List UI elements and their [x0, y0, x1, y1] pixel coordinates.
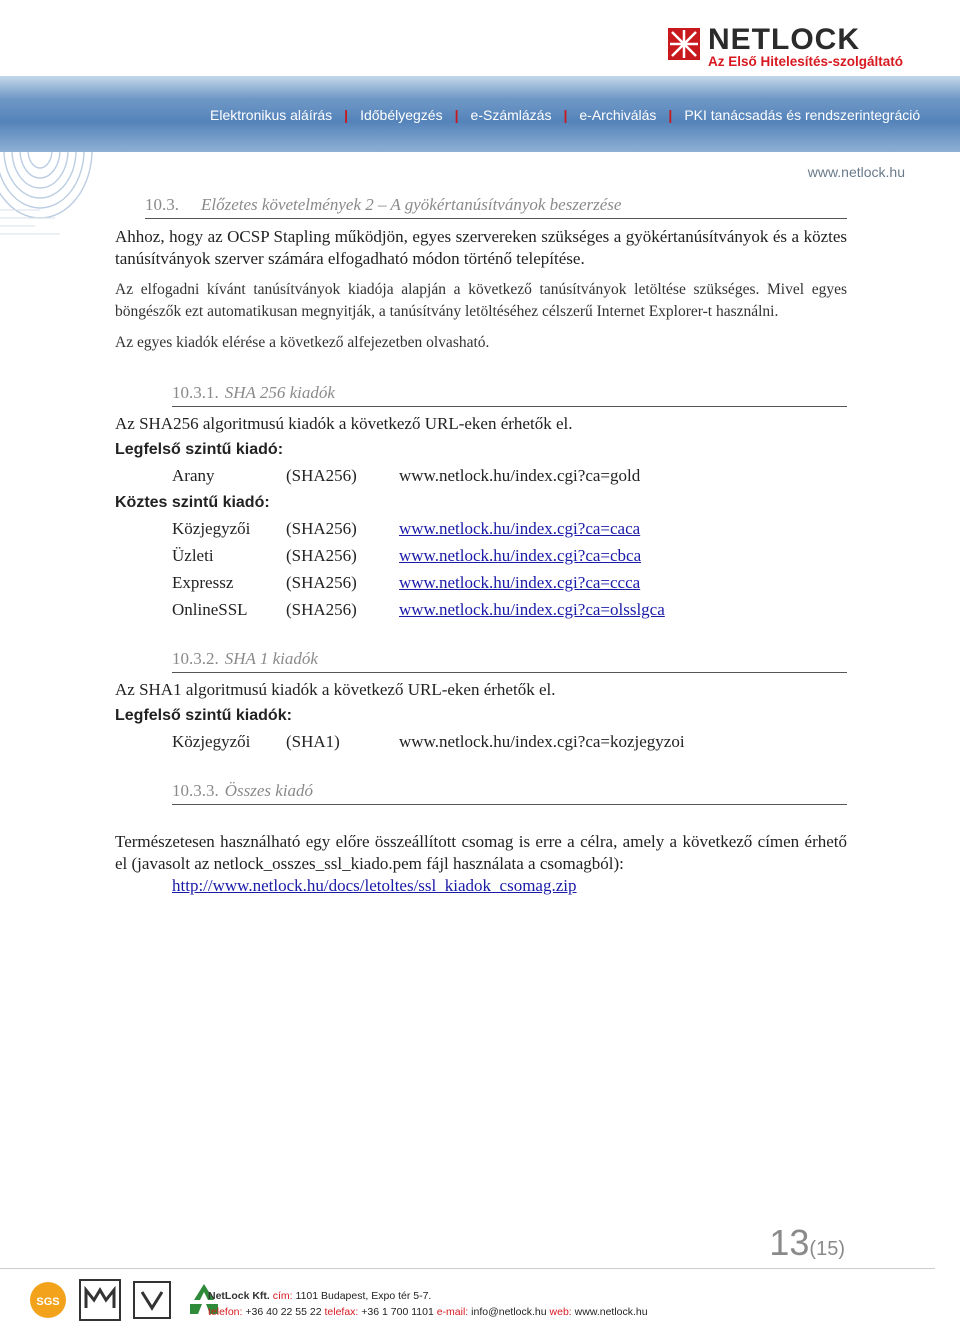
header-website: www.netlock.hu — [807, 164, 905, 180]
list-item: Expressz (SHA256) www.netlock.hu/index.cgi?ca=ccca — [172, 573, 641, 592]
nav-item-idobelyegzes[interactable]: Időbélyegzés — [360, 107, 443, 123]
subsection-heading — [172, 648, 847, 673]
label-top-level: Legfelső szintű kiadó: — [115, 441, 284, 458]
nav-separator: | — [454, 107, 459, 123]
moody-logo-icon — [78, 1278, 122, 1322]
url-link[interactable]: www.netlock.hu/index.cgi?ca=olsslgca — [399, 600, 665, 619]
footer-contact: NetLock Kft. cím: 1101 Budapest, Expo tér 5-7. telefon: +36 40 22 55 22 telefax: +36 1 700 1101 e-mail: info@netlock.hu web: www.netlock.hu — [208, 1290, 648, 1318]
nav-item-archivalas[interactable]: e-Archiválás — [579, 107, 657, 123]
email-link[interactable]: info@netlock.hu — [471, 1306, 547, 1318]
subsection-number: 10.3.3. — [172, 781, 219, 800]
paragraph: Az SHA1 algoritmusú kiadók a következő URL-eken érhetők el. — [115, 680, 556, 699]
certification-logos — [26, 1278, 226, 1322]
nav-separator: | — [344, 107, 349, 123]
svg-text:SGS: SGS — [36, 1296, 60, 1308]
paragraph: Az elfogadni kívánt tanúsítványok kiadója alapján a következő tanúsítványok letöltése szükséges. Mivel egyes böngészők ezt automatikusan megnyitják, a tanúsítvány letöltéséhez célszerű Internet Explorer-t használni. — [115, 281, 847, 320]
paragraph: Ahhoz, hogy az OCSP Stapling működjön, egyes szervereken szükséges a gyökértanúsítványok és a köztes tanúsítványok szerver számára elfogadható módon történő telepítése. — [115, 227, 847, 268]
netlock-mark-icon — [668, 28, 700, 60]
nav-item-pki[interactable]: PKI tanácsadás és rendszerintegráció — [684, 107, 921, 123]
document-body — [115, 194, 847, 897]
sgs-logo-icon — [26, 1278, 70, 1322]
nav-menu — [210, 104, 920, 126]
label-mid-level: Köztes szintű kiadó: — [115, 494, 270, 511]
logo-wordmark: NETLOCK — [708, 23, 860, 56]
nav-separator: | — [668, 107, 673, 123]
paragraph: Az egyes kiadók elérése a következő alfejezetben olvasható. — [115, 334, 490, 351]
paragraph: Természetesen használható egy előre összeállított csomag is erre a célra, amely a következő címen érhető el (javasolt az netlock_osszes_ssl_kiado.pem fájl használata a csomagból): — [115, 832, 847, 873]
subsection-heading — [172, 382, 847, 407]
list-item: Közjegyzői (SHA256) www.netlock.hu/index.cgi?ca=caca — [172, 519, 641, 538]
section-title: Előzetes követelmények 2 – A gyökértanúsítványok beszerzése — [201, 195, 622, 214]
nav-item-alairas[interactable]: Elektronikus aláírás — [210, 107, 333, 123]
footer-divider — [0, 1268, 935, 1269]
section-number: 10.3. — [145, 195, 179, 214]
list-item: Közjegyzői (SHA1) www.netlock.hu/index.cgi?ca=kozjegyzoi — [172, 732, 685, 751]
url-link[interactable]: www.netlock.hu/index.cgi?ca=caca — [399, 519, 641, 538]
list-item: Arany (SHA256) www.netlock.hu/index.cgi?ca=gold — [172, 466, 641, 485]
url-link[interactable]: www.netlock.hu/index.cgi?ca=ccca — [399, 573, 641, 592]
ukas-logo-icon — [130, 1278, 174, 1322]
subsection-number: 10.3.2. — [172, 649, 219, 668]
download-link[interactable]: http://www.netlock.hu/docs/letoltes/ssl_kiadok_csomag.zip — [172, 876, 577, 895]
subsection-heading — [172, 780, 847, 805]
subsection-title: Összes kiadó — [224, 781, 314, 800]
subsection-title: SHA 256 kiadók — [224, 383, 335, 402]
nav-item-szamlazas[interactable]: e-Számlázás — [470, 107, 552, 123]
url-link[interactable]: www.netlock.hu/index.cgi?ca=cbca — [399, 546, 642, 565]
page-number: 13(15) — [769, 1222, 845, 1263]
list-item: Üzleti (SHA256) www.netlock.hu/index.cgi?ca=cbca — [172, 546, 642, 565]
logo-tagline: Az Első Hitelesítés-szolgáltató — [708, 54, 904, 69]
company-name: NetLock Kft. — [208, 1290, 270, 1302]
paragraph: Az SHA256 algoritmusú kiadók a következő URL-eken érhetők el. — [115, 414, 573, 433]
subsection-number: 10.3.1. — [172, 383, 219, 402]
label-top-level: Legfelső szintű kiadók: — [115, 707, 292, 724]
section-heading — [145, 194, 847, 219]
web-link[interactable]: www.netlock.hu — [574, 1306, 648, 1318]
list-item: OnlineSSL (SHA256) www.netlock.hu/index.cgi?ca=olsslgca — [172, 600, 665, 619]
subsection-title: SHA 1 kiadók — [224, 649, 318, 668]
nav-separator: | — [563, 107, 568, 123]
